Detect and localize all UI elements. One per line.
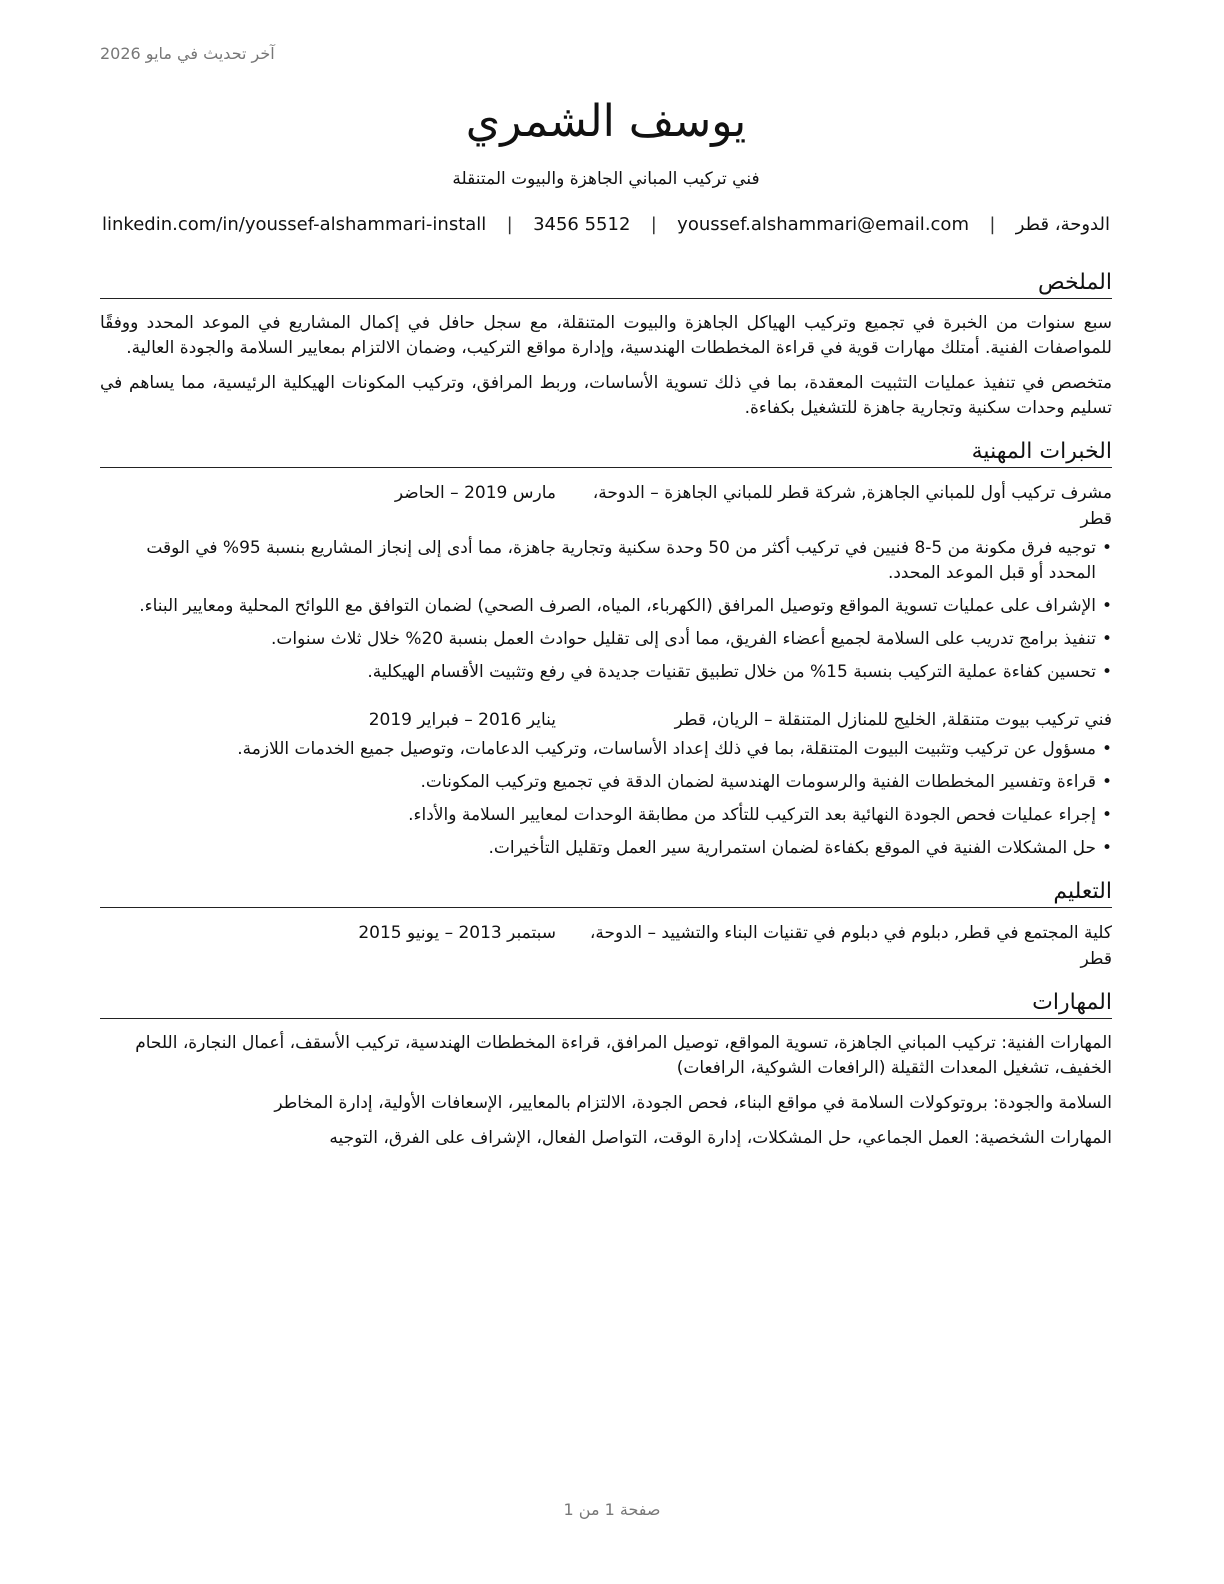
contact-separator: |	[989, 214, 996, 235]
job-bullet	[100, 627, 1112, 652]
education-institution: كلية المجتمع في قطر, دبلوم في دبلوم في تقنيات البناء والتشييد – الدوحة، قطر	[589, 923, 1112, 969]
education-entry	[100, 920, 1112, 972]
bullet-text: قراءة وتفسير المخططات الفنية والرسومات الهندسية لضمان الدقة في تجميع وتركيب المكونات.	[420, 772, 1096, 792]
job-role: فني تركيب بيوت متنقلة, الخليج للمنازل المتنقلة – الريان، قطر	[674, 710, 1112, 730]
bullet-text: توجيه فرق مكونة من 5-8 فنيين في تركيب أكثر من 50 وحدة سكنية وتجارية جاهزة، مما أدى إلى إنجاز المشاريع بنسبة 95% في الوقت المحدد أو قبل الموعد المحدد.	[146, 538, 1096, 583]
contact-separator: |	[650, 214, 657, 235]
last-updated-note: آخر تحديث في مايو 2026	[100, 44, 275, 63]
bullet-text: تنفيذ برامج تدريب على السلامة لجميع أعضاء الفريق، مما أدى إلى تقليل حوادث العمل بنسبة 20% خلال ثلاث سنوات.	[271, 629, 1096, 649]
contact-email[interactable]: youssef.alshammari@email.com	[677, 214, 969, 235]
bullet-icon: •	[1101, 739, 1112, 759]
contact-phone: 3456 5512	[533, 214, 631, 235]
resume-body	[100, 90, 1112, 1161]
contact-linkedin[interactable]: linkedin.com/in/youssef-alshammari-install	[102, 214, 487, 235]
job-entry	[100, 707, 1112, 861]
education-dates: سبتمبر 2013 – يونيو 2015	[358, 923, 556, 943]
job-header	[100, 480, 1112, 532]
job-title: فني تركيب المباني الجاهزة والبيوت المتنقلة	[452, 169, 760, 189]
page-number: صفحة 1 من 1	[563, 1500, 661, 1519]
bullet-text: تحسين كفاءة عملية التركيب بنسبة 15% من خلال تطبيق تقنيات جديدة في رفع وتثبيت الأقسام الهيكلية.	[367, 662, 1096, 682]
contact-separator: |	[506, 214, 513, 235]
skills-technical: المهارات الفنية: تركيب المباني الجاهزة، تسوية المواقع، توصيل المرافق، قراءة المخططات الهندسية، تركيب الأسقف، أعمال النجارة، اللحام الخفيف، تشغيل المعدات الثقيلة (الرافعات الشوكية، الرافعات)	[135, 1033, 1112, 1078]
job-bullets	[100, 737, 1112, 861]
bullet-text: حل المشكلات الفنية في الموقع بكفاءة لضمان استمرارية سير العمل وتقليل التأخيرات.	[488, 838, 1096, 858]
skills-heading: المهارات	[100, 988, 1112, 1019]
summary-paragraph: سبع سنوات من الخبرة في تجميع وتركيب الهياكل الجاهزة والبيوت المتنقلة، مع سجل حافل في إكمال المشاريع في الموعد المحدد ووفقًا للمواصفات الفنية. أمتلك مهارات قوية في قراءة المخططات الهندسية، وإدارة مواقع التركيب، وضمان الالتزام بمعايير السلامة والجودة العالية.	[100, 313, 1112, 358]
contact-bar	[100, 212, 1112, 238]
bullet-icon: •	[1101, 538, 1112, 558]
job-bullets	[100, 536, 1112, 685]
bullet-icon: •	[1101, 596, 1112, 616]
bullet-icon: •	[1101, 838, 1112, 858]
job-role: مشرف تركيب أول للمباني الجاهزة, شركة قطر للمباني الجاهزة – الدوحة، قطر	[592, 483, 1112, 529]
bullet-icon: •	[1101, 805, 1112, 825]
skills-soft: المهارات الشخصية: العمل الجماعي، حل المشكلات، إدارة الوقت، التواصل الفعال، الإشراف على الفرق، التوجيه	[329, 1128, 1112, 1148]
job-bullet	[100, 594, 1112, 619]
bullet-icon: •	[1101, 629, 1112, 649]
job-bullet	[100, 660, 1112, 685]
job-bullet	[100, 536, 1112, 586]
contact-location: الدوحة، قطر	[1015, 214, 1110, 235]
education-heading: التعليم	[100, 877, 1112, 908]
summary-heading: الملخص	[100, 268, 1112, 299]
job-header	[100, 707, 1112, 733]
bullet-icon: •	[1101, 772, 1112, 792]
bullet-text: إجراء عمليات فحص الجودة النهائية بعد التركيب للتأكد من مطابقة الوحدات لمعايير السلامة والأداء.	[408, 805, 1096, 825]
experience-heading: الخبرات المهنية	[100, 437, 1112, 468]
job-bullet	[100, 803, 1112, 828]
job-dates: يناير 2016 – فبراير 2019	[368, 710, 556, 730]
candidate-name: يوسف الشمري	[465, 96, 747, 147]
job-entry	[100, 480, 1112, 685]
job-bullet	[100, 836, 1112, 861]
job-bullet	[100, 770, 1112, 795]
job-bullet	[100, 737, 1112, 762]
bullet-text: مسؤول عن تركيب وتثبيت البيوت المتنقلة، بما في ذلك إعداد الأساسات، وتركيب الدعامات، وتوصيل جميع الخدمات اللازمة.	[237, 739, 1096, 759]
job-dates: مارس 2019 – الحاضر	[394, 483, 556, 503]
summary-paragraph: متخصص في تنفيذ عمليات التثبيت المعقدة، بما في ذلك تسوية الأساسات، وربط المرافق، وتركيب المكونات الهيكلية الرئيسية، مما يساهم في تسليم وحدات سكنية وتجارية جاهزة للتشغيل بكفاءة.	[100, 373, 1112, 418]
bullet-icon: •	[1101, 662, 1112, 682]
skills-safety-quality: السلامة والجودة: بروتوكولات السلامة في مواقع البناء، فحص الجودة، الالتزام بالمعايير، الإسعافات الأولية، إدارة المخاطر	[274, 1093, 1112, 1113]
bullet-text: الإشراف على عمليات تسوية المواقع وتوصيل المرافق (الكهرباء، المياه، الصرف الصحي) لضمان التوافق مع اللوائح المحلية ومعايير البناء.	[139, 596, 1096, 616]
